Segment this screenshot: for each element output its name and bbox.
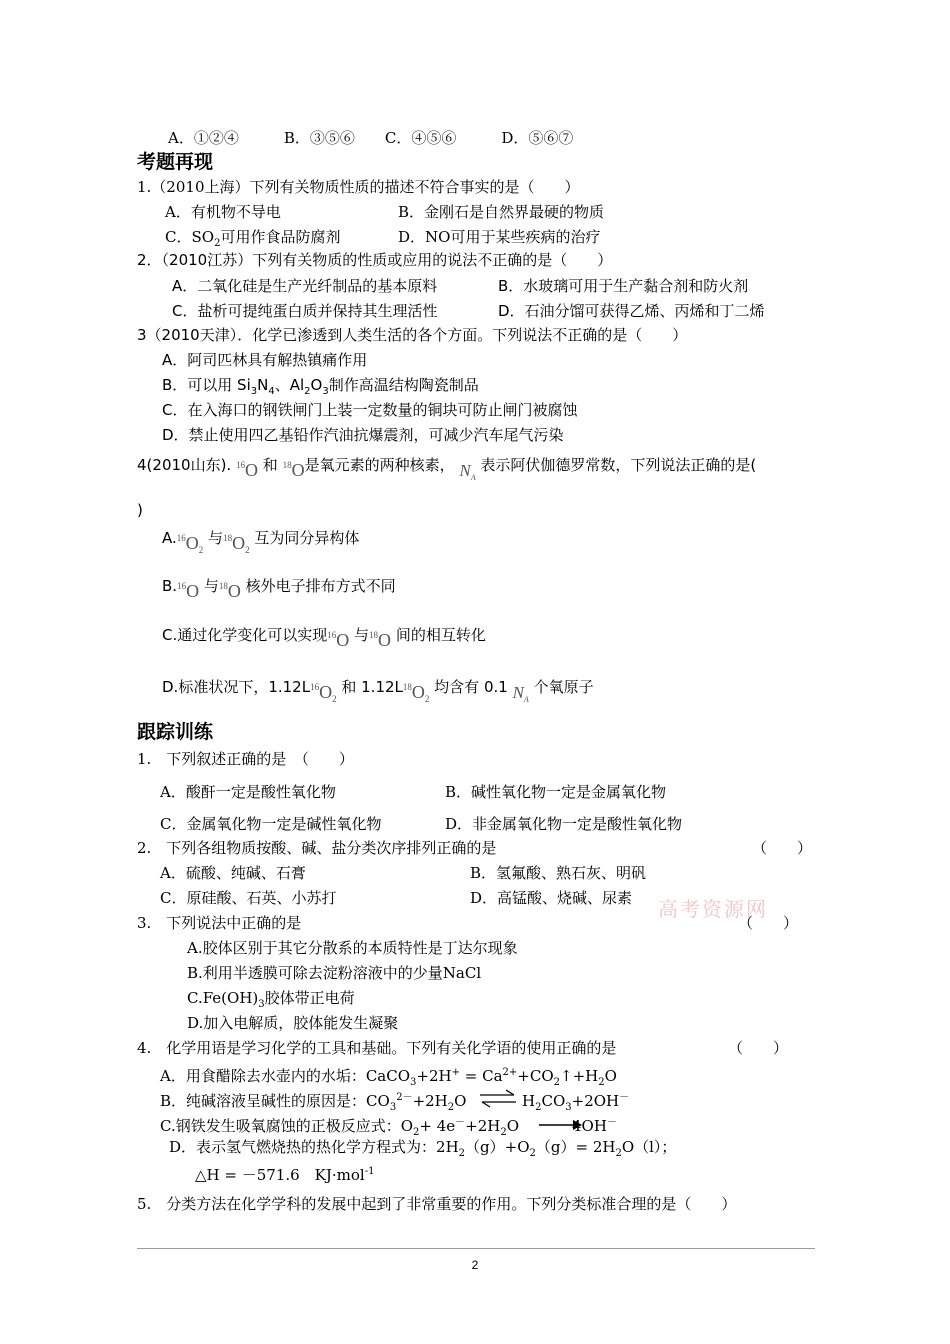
q3-option-c: C．在入海口的钢铁闸门上装一定数量的铜块可防止闸门被腐蚀 xyxy=(162,401,578,419)
q4-option-d: D.标准状况下，$1.12L16O_2$ 和 $1.12L18O_2$ 均含有 0.1 $N_A$ 个氧原子 xyxy=(162,678,594,704)
equilibrium-arrow-icon xyxy=(478,1087,518,1109)
t4-stem: 4. 化学用语是学习化学的工具和基础。下列有关化学语的使用正确的是 xyxy=(137,1039,617,1057)
q1-option-c: C．$SO_2$可用作食品防腐剂 xyxy=(165,228,341,249)
t3-option-d: D.加入电解质，胶体能发生凝聚 xyxy=(187,1014,399,1032)
q2-option-d: D．石油分馏可获得乙烯、丙烯和丁二烯 xyxy=(498,302,765,320)
page-number: 2 xyxy=(471,1258,479,1272)
t1-stem: 1. 下列叙述正确的是 （ ） xyxy=(137,750,354,768)
t2-option-a: A．硫酸、纯碱、石膏 xyxy=(160,864,306,882)
t4-option-b-products: $H_2CO_3+2OH^-$ xyxy=(522,1092,630,1113)
q2-option-a: A．二氧化硅是生产光纤制品的基本原料 xyxy=(172,277,438,295)
t2-option-b: B．氢氟酸、熟石灰、明矾 xyxy=(470,864,647,882)
q4-option-b: B.16O 与18O 核外电子排布方式不同 xyxy=(162,577,396,601)
q4-option-c: C.通过化学变化可以实现16O 与18O 间的相互转化 xyxy=(162,626,486,650)
q3-stem: 3（2010天津）．化学已渗透到人类生活的各个方面。下列说法不正确的是（ ） xyxy=(137,326,688,344)
q2-option-c: C．盐析可提纯蛋白质并保持其生理活性 xyxy=(172,302,438,320)
t4-paren: （ ） xyxy=(728,1039,789,1057)
section-title-practice: 跟踪训练 xyxy=(137,721,214,743)
q1-option-b: B．金刚石是自然界最硬的物质 xyxy=(398,203,605,221)
t1-option-a: A．酸酐一定是酸性氧化物 xyxy=(160,783,336,801)
t1-option-d: D．非金属氧化物一定是酸性氧化物 xyxy=(445,815,683,833)
q4-option-a: $A.16O_2$ 与$18O_2$ 互为同分异构体 xyxy=(162,529,360,555)
q3-option-a: A．阿司匹林具有解热镇痛作用 xyxy=(162,351,368,369)
q1-option-d: D．NO可用于某些疾病的治疗 xyxy=(398,228,601,246)
isotope-o16: 16O xyxy=(235,460,258,480)
t5-stem: 5. 分类方法在化学学科的发展中起到了非常重要的作用。下列分类标准合理的是（ ） xyxy=(137,1195,737,1213)
t2-option-c: C．原硅酸、石英、小苏打 xyxy=(160,889,337,907)
t2-paren: （ ） xyxy=(752,839,813,857)
isotope-o18: 18O xyxy=(282,460,305,480)
t4-option-a: A．用食醋除去水壶内的水垢：CaCO$_3$+2H+ = $Ca^{2+}+CO_2↑+H_2O$ xyxy=(160,1067,617,1088)
t3-stem: 3. 下列说法中正确的是 xyxy=(137,914,302,932)
q2-option-b: B．水玻璃可用于生产黏合剂和防火剂 xyxy=(498,277,749,295)
t4-option-b: B．纯碱溶液呈碱性的原因是：$CO_3^{2-}+2H_2O$ xyxy=(160,1092,467,1113)
q3-option-b: B．可以用 $Si_3N_4$、$Al_2O_3$制作高温结构陶瓷制品 xyxy=(162,376,479,397)
footer-divider xyxy=(137,1248,815,1249)
t3-paren: （ ） xyxy=(738,914,799,932)
t4-option-c: C.钢铁发生吸氧腐蚀的正极反应式：$O_2+ 4e^-+2H_2O$ xyxy=(160,1117,520,1138)
t3-option-b: B.利用半透膜可除去淀粉溶液中的少量NaCl xyxy=(187,964,482,982)
q4-stem: 4(2010山东). 16O 和 18O是氧元素的两种核素， $N_A$ 表示阿伏伽德罗常数，下列说法正确的是( xyxy=(137,456,757,482)
avogadro-symbol: $N_A$ xyxy=(459,461,476,482)
section-title-exam-review: 考题再现 xyxy=(137,151,214,173)
t3-option-a: A.胶体区别于其它分散系的本质特性是丁达尔现象 xyxy=(187,939,518,957)
q1-option-a: A．有机物不导电 xyxy=(165,203,281,221)
top-options: A．①②④ B．③⑤⑥ C．④⑤⑥ D．⑤⑥⑦ xyxy=(168,129,574,147)
t2-option-d: D．高锰酸、烧碱、尿素 xyxy=(470,889,633,907)
t3-option-c: $C.Fe(OH)_3$胶体带正电荷 xyxy=(187,989,355,1010)
t2-stem: 2. 下列各组物质按酸、碱、盐分类次序排列正确的是 xyxy=(137,839,497,857)
q3-option-d: D．禁止使用四乙基铅作汽油抗爆震剂，可减少汽车尾气污染 xyxy=(162,426,564,444)
watermark: 高考资源网 xyxy=(658,897,768,921)
q2-stem: 2．（2010江苏）下列有关物质的性质或应用的说法不正确的是（ ） xyxy=(137,251,613,269)
q1-stem: 1.（2010上海）下列有关物质性质的描述不符合事实的是（ ） xyxy=(137,178,580,196)
q4-stem-close: ) xyxy=(137,501,143,519)
t4-option-c-product: 4OH－ xyxy=(572,1117,617,1135)
t1-option-b: B．碱性氧化物一定是金属氧化物 xyxy=(445,783,667,801)
t4-option-d-enthalpy: △H = －571.6 KJ·mol$^{-1}$ xyxy=(195,1166,375,1184)
t4-option-d: D．表示氢气燃烧热的热化学方程式为：$2H_2(g)+O_2(g)= 2H_2O(l)$； xyxy=(169,1138,677,1159)
t1-option-c: C．金属氧化物一定是碱性氧化物 xyxy=(160,815,382,833)
